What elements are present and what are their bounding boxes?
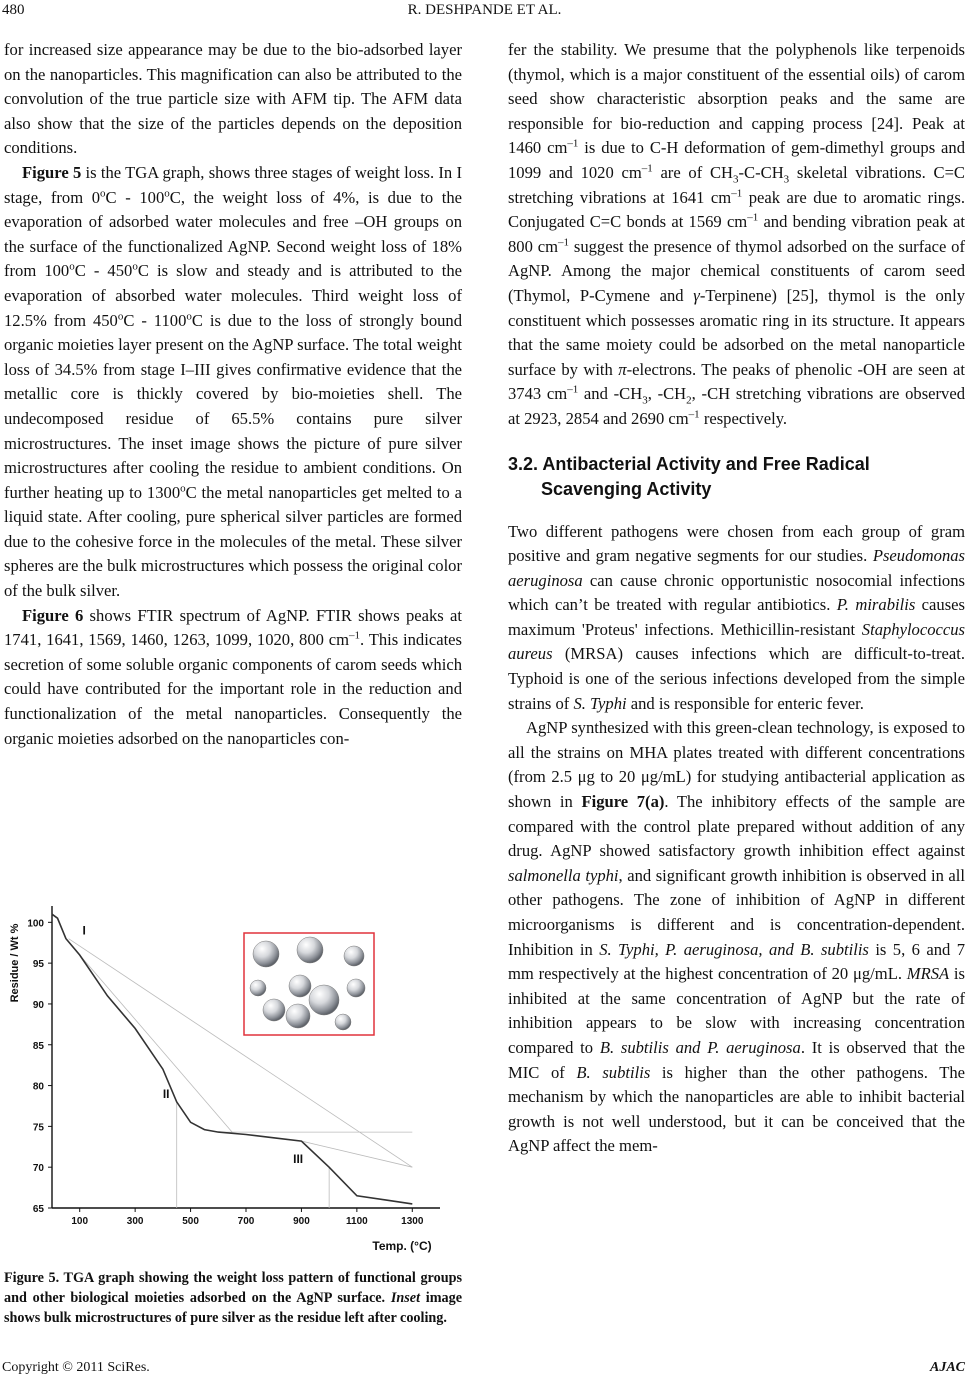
x-tick-label: 900 <box>293 1216 310 1227</box>
paragraph: AgNP synthesized with this green-clean technology, is exposed to all the strains on MHA plates treated with different concentrations (from 2.5 μg to 20 μg/mL) for studying antibacterial application as shown in Figure 7(a). The inhibitory effects of the sample are compared with the control plate prepared without addition of any drug. AgNP showed satisfactory growth inhibition effect against salmonella typhi, and significant growth inhibition is observed in all other pathogens. The zone of inhibition of AgNP in different microorganisms is different and is concentration-dependent. Inhibition in S. Typhi, P. aeruginosa, and B. subtilis is 5, 6 and 7 mm respectively at the highest concentration of 20 μg/mL. MRSA is inhibited at the same concentration of AgNP but the rate of inhibition appears to be slow with increasing concentration compared to B. subtilis and P. aeruginosa. It is observed that the MIC of B. subtilis is higher than the other pathogens. The mechanism by which the nanoparticles are able to inhibit bacterial growth is not well understood, but it can be conceived that the AgNP affect the mem- <box>508 718 966 1156</box>
running-header <box>0 2 969 24</box>
silver-sphere <box>250 980 266 996</box>
stage-label: III <box>293 1152 304 1167</box>
x-tick-label: 700 <box>237 1216 255 1227</box>
y-tick-label: 65 <box>32 1204 44 1215</box>
tangent-line <box>80 955 232 1132</box>
tga-chart-svg <box>4 888 454 1260</box>
y-tick-label: 100 <box>27 918 44 930</box>
figure-5-tga-chart <box>4 888 454 1260</box>
silver-sphere <box>344 946 364 966</box>
right-column <box>508 38 965 1159</box>
silver-sphere <box>263 999 285 1021</box>
figure-ref[interactable]: Figure 5 <box>22 162 82 182</box>
y-tick-label: 70 <box>32 1163 44 1175</box>
x-axis-label: Temp. (°C) <box>372 1239 432 1253</box>
figure-caption: Figure 5. TGA graph showing the weight loss pattern of functional groups and other biological moieties adsorbed on the AgNP surface. Inset image shows bulk microstructures of pure silver as the residue left after cooling. <box>4 1270 463 1326</box>
y-tick-label: 90 <box>32 999 44 1011</box>
paragraph: Two different pathogens were chosen from each group of gram positive and gram negative segments for our studies. Pseudomonas aeruginosa can cause chronic opportunistic nosocomial infections which can’t be treated with regular antibiotics. P. mirabilis causes maximum 'Proteus' infections. Methicillin-resistant Staphylococcus aureus (MRSA) causes infections which are difficult-to-treat. Typhoid is one of the serious infections developed from the simple strains of S. Typhi and is responsible for enteric fever. <box>508 521 965 713</box>
silver-sphere <box>286 1004 310 1028</box>
stage-label: I <box>82 923 86 938</box>
y-tick-label: 95 <box>32 959 44 971</box>
x-tick-label: 300 <box>126 1216 144 1227</box>
page-number: 480 <box>2 2 25 18</box>
copyright: Copyright © 2011 SciRes. <box>2 1360 150 1375</box>
x-tick-label: 1300 <box>401 1216 424 1227</box>
stage-label: II <box>162 1086 170 1101</box>
paragraph: fer the stability. We presume that the polyphenols like terpenoids (thymol, which is a major constituent of the essential oils) of carom seed show characteristic absorption peaks and the same are responsible for bio-reduction and capping process [24]. Peak at 1460 $cm^{-1}$ is due to C-H deformation of gem-dimethyl groups and 1099 and 1020 $cm^{-1}$ are of $CH_3-C-CH_3$ skeletal vibrations. C=C stretching vibrations at 1641 $cm^{-1}$ peak are due to aromatic rings. Conjugated C=C bonds at 1569 $cm^{-1}$ and bending vibration peak at 800 $cm^{-1}$ suggest the presence of thymol adsorbed on the surface of AgNP. Among the major chemical constituents of carom seed (Thymol, P-Cymene and γ-Terpinene) [25], thymol is the only constituent which possesses aromatic ring in its structure. It appears that the same moiety could be adsorbed on the metal nanoparticle surface by with π-electrons. The peaks of phenolic -OH are seen at 3743 $cm^{-1}$ and $-CH_3$, $-CH_2$, -CH stretching vibrations are observed at 2923, 2854 and 2690 $cm^{-1}$ respectively. <box>508 40 966 428</box>
y-tick-label: 85 <box>32 1040 44 1052</box>
x-tick-label: 500 <box>182 1216 199 1227</box>
section-heading: 3.2. Antibacterial Activity and Free Radical Scavenging Activity <box>508 453 870 499</box>
page-footer <box>0 1360 969 1382</box>
inset-image <box>244 933 374 1035</box>
y-tick-label: 80 <box>32 1081 44 1093</box>
left-column <box>4 38 462 751</box>
figure-ref[interactable]: Figure 7(a) <box>581 792 665 812</box>
tangent-line <box>301 1141 412 1167</box>
y-tick-label: 75 <box>32 1122 44 1134</box>
silver-sphere <box>309 985 339 1015</box>
silver-sphere <box>347 979 365 997</box>
running-title: R. DESHPANDE ET AL. <box>407 2 562 18</box>
x-tick-label: 1100 <box>346 1216 368 1227</box>
x-tick-label: 100 <box>71 1216 89 1227</box>
paragraph: Figure 5 is the TGA graph, shows three stages of weight loss. In I stage, from 0$^o$C - 100$^o$C, the weight loss of 4%, is due to the evaporation of adsorbed water molecules and free –OH groups on the surface of the functionalized AgNP. Second weight loss of 18% from 100$^o$C - 450$^o$C is slow and steady and is attributed to the evaporation of absorbed water molecules. Third weight loss of 12.5% from 450$^o$C - 1100$^o$C is due to the loss of strongly bound organic moieties layer present on the AgNP surface. The total weight loss of 34.5% from stage I–III gives confirmative evidence that the metallic core is thickly covered by bio-moieties shell. The undecomposed residue of 65.5% contains pure silver microstructures. The inset image shows the picture of pure silver microstructures after cooling the residue to ambient conditions. On further heating up to 1300$^o$C the metal nanoparticles get melted to a liquid state. After cooling, pure spherical silver particles are formed due to the cohesive force in the molecules of the metal. These silver spheres are the bulk microstructures which possess the original color of the bulk silver. <box>4 162 463 601</box>
silver-sphere <box>253 941 279 967</box>
paragraph: for increased size appearance may be due to the bio-adsorbed layer on the nanoparticles. This magnification can also be attributed to the convolution of the true particle size with AFM tip. The AFM data also show that the size of the particles depends on the deposition conditions. <box>4 40 462 158</box>
journal-abbrev: AJAC <box>929 1360 965 1375</box>
y-axis-label: Residue / Wt % <box>9 923 21 1003</box>
silver-sphere <box>289 975 311 997</box>
figure-ref[interactable]: Figure 6 <box>22 605 84 625</box>
paragraph: Figure 6 shows FTIR spectrum of AgNP. FTIR shows peaks at 1741, 1641, 1569, 1460, 1263, 1099, 1020, 800 $cm^{-1}$. This indicates secretion of some soluble organic components of carom seeds which could have contributed for the important role in the reduction and functionalization of the metal nanoparticles. Consequently the organic moieties adsorbed on the nanoparticles con- <box>4 605 463 748</box>
silver-sphere <box>335 1014 351 1030</box>
silver-sphere <box>297 937 323 963</box>
